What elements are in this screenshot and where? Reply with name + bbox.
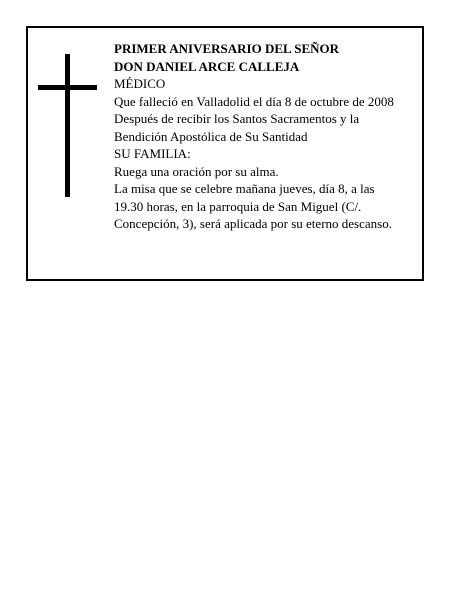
notice-body-line: Ruega una oración por su alma. xyxy=(114,163,279,179)
notice-title-line-1: PRIMER ANIVERSARIO DEL SEÑOR xyxy=(114,41,340,56)
notice-body-line: 19.30 horas, en la parroquia de San Miguel (C/. xyxy=(114,198,362,214)
notice-family-heading: SU FAMILIA: xyxy=(114,146,191,161)
notice-body-line: Que falleció en Valladolid el día 8 de octubre de 2008 xyxy=(114,93,394,109)
notice-body-line: La misa que se celebre mañana jueves, día 8, a las xyxy=(114,181,375,196)
notice-body-line: Concepción, 3), será aplicada por su eterno descanso. xyxy=(114,216,392,231)
cross-vertical-bar xyxy=(65,54,70,197)
notice-body-line: Después de recibir los Santos Sacramentos y la xyxy=(114,111,360,126)
notice-body-line: Bendición Apostólica de Su Santidad xyxy=(114,128,308,144)
notice-title-line-2: DON DANIEL ARCE CALLEJA xyxy=(114,58,300,74)
notice-text xyxy=(114,40,420,233)
cross-horizontal-bar xyxy=(38,85,97,90)
obituary-notice xyxy=(26,26,424,281)
notice-profession: MÉDICO xyxy=(114,76,166,91)
